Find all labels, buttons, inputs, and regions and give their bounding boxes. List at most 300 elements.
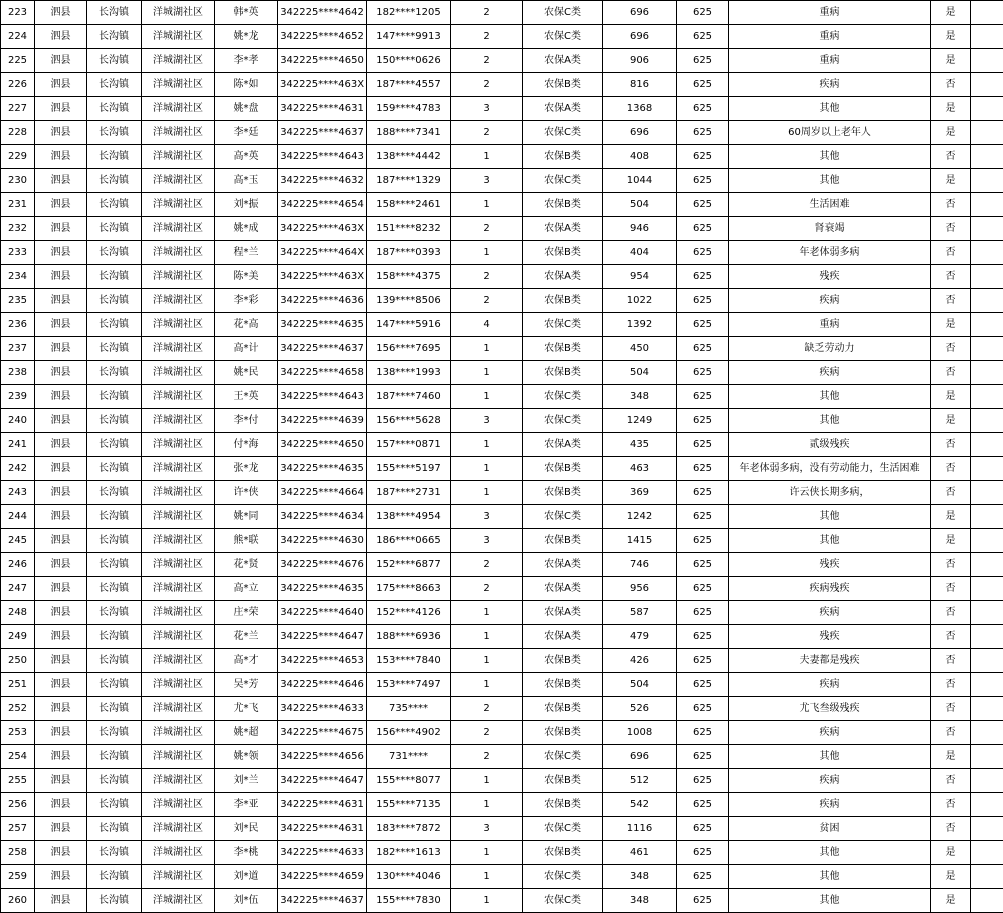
table-row <box>1 97 1003 121</box>
county-cell: 泗县 <box>35 289 87 313</box>
county-cell: 泗县 <box>35 49 87 73</box>
insurance-type-cell: 农保A类 <box>523 553 603 577</box>
community-cell: 洋城湖社区 <box>142 889 215 913</box>
empty-cell <box>971 577 1003 601</box>
household-size-cell: 1 <box>451 625 523 649</box>
county-cell: 泗县 <box>35 889 87 913</box>
row-number-cell: 236 <box>1 313 35 337</box>
table-row <box>1 745 1003 769</box>
empty-cell <box>971 793 1003 817</box>
id-number-cell: 342225****4633 <box>278 841 367 865</box>
amount-cell: 404 <box>603 241 677 265</box>
community-cell: 洋城湖社区 <box>142 673 215 697</box>
standard-cell: 625 <box>677 793 729 817</box>
standard-cell: 625 <box>677 625 729 649</box>
reason-cell: 其他 <box>729 889 931 913</box>
insurance-type-cell: 农保A类 <box>523 217 603 241</box>
community-cell: 洋城湖社区 <box>142 337 215 361</box>
community-cell: 洋城湖社区 <box>142 193 215 217</box>
empty-cell <box>971 481 1003 505</box>
standard-cell: 625 <box>677 649 729 673</box>
community-cell: 洋城湖社区 <box>142 769 215 793</box>
household-size-cell: 2 <box>451 25 523 49</box>
insurance-type-cell: 农保B类 <box>523 73 603 97</box>
table-row <box>1 169 1003 193</box>
reason-cell: 年老体弱多病 <box>729 241 931 265</box>
town-cell: 长沟镇 <box>87 481 142 505</box>
name-cell: 姚*民 <box>215 361 278 385</box>
insurance-type-cell: 农保C类 <box>523 889 603 913</box>
amount-cell: 696 <box>603 1 677 25</box>
town-cell: 长沟镇 <box>87 409 142 433</box>
empty-cell <box>971 145 1003 169</box>
community-cell: 洋城湖社区 <box>142 625 215 649</box>
name-cell: 姚*龙 <box>215 25 278 49</box>
standard-cell: 625 <box>677 1 729 25</box>
amount-cell: 954 <box>603 265 677 289</box>
household-size-cell: 2 <box>451 577 523 601</box>
household-size-cell: 1 <box>451 793 523 817</box>
phone-cell: 156****4902 <box>367 721 451 745</box>
empty-cell <box>971 241 1003 265</box>
amount-cell: 956 <box>603 577 677 601</box>
row-number-cell: 237 <box>1 337 35 361</box>
row-number-cell: 223 <box>1 1 35 25</box>
row-number-cell: 256 <box>1 793 35 817</box>
phone-cell: 158****2461 <box>367 193 451 217</box>
insurance-type-cell: 农保A类 <box>523 625 603 649</box>
county-cell: 泗县 <box>35 313 87 337</box>
reason-cell: 残疾 <box>729 265 931 289</box>
table-row <box>1 505 1003 529</box>
amount-cell: 348 <box>603 889 677 913</box>
standard-cell: 625 <box>677 241 729 265</box>
standard-cell: 625 <box>677 73 729 97</box>
phone-cell: 147****9913 <box>367 25 451 49</box>
row-number-cell: 249 <box>1 625 35 649</box>
insurance-type-cell: 农保C类 <box>523 1 603 25</box>
insurance-type-cell: 农保B类 <box>523 793 603 817</box>
id-number-cell: 342225****4664 <box>278 481 367 505</box>
name-cell: 姚*成 <box>215 217 278 241</box>
town-cell: 长沟镇 <box>87 433 142 457</box>
id-number-cell: 342225****4640 <box>278 601 367 625</box>
county-cell: 泗县 <box>35 673 87 697</box>
county-cell: 泗县 <box>35 649 87 673</box>
flag-cell: 是 <box>931 409 971 433</box>
table-row <box>1 721 1003 745</box>
standard-cell: 625 <box>677 409 729 433</box>
id-number-cell: 342225****464X <box>278 241 367 265</box>
amount-cell: 479 <box>603 625 677 649</box>
town-cell: 长沟镇 <box>87 49 142 73</box>
row-number-cell: 260 <box>1 889 35 913</box>
household-size-cell: 2 <box>451 49 523 73</box>
insurance-type-cell: 农保B类 <box>523 145 603 169</box>
county-cell: 泗县 <box>35 553 87 577</box>
town-cell: 长沟镇 <box>87 649 142 673</box>
town-cell: 长沟镇 <box>87 721 142 745</box>
name-cell: 花*兰 <box>215 625 278 649</box>
standard-cell: 625 <box>677 889 729 913</box>
community-cell: 洋城湖社区 <box>142 745 215 769</box>
empty-cell <box>971 457 1003 481</box>
flag-cell: 否 <box>931 601 971 625</box>
county-cell: 泗县 <box>35 1 87 25</box>
town-cell: 长沟镇 <box>87 241 142 265</box>
table-row <box>1 361 1003 385</box>
reason-cell: 疾病残疾 <box>729 577 931 601</box>
empty-cell <box>971 361 1003 385</box>
county-cell: 泗县 <box>35 457 87 481</box>
standard-cell: 625 <box>677 49 729 73</box>
county-cell: 泗县 <box>35 769 87 793</box>
community-cell: 洋城湖社区 <box>142 241 215 265</box>
household-size-cell: 4 <box>451 313 523 337</box>
reason-cell: 其他 <box>729 145 931 169</box>
flag-cell: 是 <box>931 385 971 409</box>
flag-cell: 是 <box>931 121 971 145</box>
standard-cell: 625 <box>677 841 729 865</box>
standard-cell: 625 <box>677 505 729 529</box>
empty-cell <box>971 73 1003 97</box>
community-cell: 洋城湖社区 <box>142 649 215 673</box>
household-size-cell: 2 <box>451 721 523 745</box>
table-row <box>1 793 1003 817</box>
empty-cell <box>971 865 1003 889</box>
row-number-cell: 225 <box>1 49 35 73</box>
phone-cell: 187****0393 <box>367 241 451 265</box>
standard-cell: 625 <box>677 193 729 217</box>
flag-cell: 否 <box>931 73 971 97</box>
insurance-type-cell: 农保B类 <box>523 649 603 673</box>
town-cell: 长沟镇 <box>87 289 142 313</box>
insurance-type-cell: 农保C类 <box>523 121 603 145</box>
amount-cell: 946 <box>603 217 677 241</box>
phone-cell: 182****1205 <box>367 1 451 25</box>
flag-cell: 是 <box>931 505 971 529</box>
table-row <box>1 673 1003 697</box>
town-cell: 长沟镇 <box>87 505 142 529</box>
flag-cell: 是 <box>931 1 971 25</box>
row-number-cell: 250 <box>1 649 35 673</box>
row-number-cell: 248 <box>1 601 35 625</box>
town-cell: 长沟镇 <box>87 745 142 769</box>
table-row <box>1 193 1003 217</box>
community-cell: 洋城湖社区 <box>142 169 215 193</box>
table-row <box>1 73 1003 97</box>
flag-cell: 否 <box>931 721 971 745</box>
town-cell: 长沟镇 <box>87 577 142 601</box>
phone-cell: 187****4557 <box>367 73 451 97</box>
phone-cell: 155****7135 <box>367 793 451 817</box>
empty-cell <box>971 121 1003 145</box>
row-number-cell: 243 <box>1 481 35 505</box>
empty-cell <box>971 841 1003 865</box>
phone-cell: 155****5197 <box>367 457 451 481</box>
standard-cell: 625 <box>677 481 729 505</box>
household-size-cell: 2 <box>451 1 523 25</box>
amount-cell: 696 <box>603 121 677 145</box>
name-cell: 高*计 <box>215 337 278 361</box>
name-cell: 李*廷 <box>215 121 278 145</box>
name-cell: 花*高 <box>215 313 278 337</box>
household-size-cell: 1 <box>451 361 523 385</box>
flag-cell: 否 <box>931 241 971 265</box>
table-row <box>1 121 1003 145</box>
county-cell: 泗县 <box>35 145 87 169</box>
county-cell: 泗县 <box>35 601 87 625</box>
amount-cell: 512 <box>603 769 677 793</box>
phone-cell: 182****1613 <box>367 841 451 865</box>
id-number-cell: 342225****4652 <box>278 25 367 49</box>
reason-cell: 残疾 <box>729 553 931 577</box>
town-cell: 长沟镇 <box>87 169 142 193</box>
county-cell: 泗县 <box>35 409 87 433</box>
phone-cell: 188****7341 <box>367 121 451 145</box>
id-number-cell: 342225****4631 <box>278 97 367 121</box>
county-cell: 泗县 <box>35 697 87 721</box>
amount-cell: 1022 <box>603 289 677 313</box>
town-cell: 长沟镇 <box>87 193 142 217</box>
town-cell: 长沟镇 <box>87 529 142 553</box>
name-cell: 姚*领 <box>215 745 278 769</box>
flag-cell: 否 <box>931 553 971 577</box>
name-cell: 陈*美 <box>215 265 278 289</box>
table-row <box>1 457 1003 481</box>
county-cell: 泗县 <box>35 361 87 385</box>
amount-cell: 816 <box>603 73 677 97</box>
empty-cell <box>971 409 1003 433</box>
standard-cell: 625 <box>677 121 729 145</box>
insurance-type-cell: 农保C类 <box>523 169 603 193</box>
row-number-cell: 226 <box>1 73 35 97</box>
flag-cell: 否 <box>931 265 971 289</box>
county-cell: 泗县 <box>35 265 87 289</box>
phone-cell: 139****8506 <box>367 289 451 313</box>
table-row <box>1 817 1003 841</box>
reason-cell: 其他 <box>729 841 931 865</box>
empty-cell <box>971 289 1003 313</box>
id-number-cell: 342225****4659 <box>278 865 367 889</box>
community-cell: 洋城湖社区 <box>142 409 215 433</box>
household-size-cell: 3 <box>451 169 523 193</box>
community-cell: 洋城湖社区 <box>142 697 215 721</box>
household-size-cell: 1 <box>451 145 523 169</box>
insurance-type-cell: 农保B类 <box>523 241 603 265</box>
phone-cell: 156****7695 <box>367 337 451 361</box>
flag-cell: 是 <box>931 169 971 193</box>
town-cell: 长沟镇 <box>87 793 142 817</box>
amount-cell: 1249 <box>603 409 677 433</box>
county-cell: 泗县 <box>35 193 87 217</box>
row-number-cell: 234 <box>1 265 35 289</box>
phone-cell: 138****1993 <box>367 361 451 385</box>
town-cell: 长沟镇 <box>87 97 142 121</box>
household-size-cell: 3 <box>451 529 523 553</box>
household-size-cell: 3 <box>451 505 523 529</box>
insurance-type-cell: 农保A类 <box>523 433 603 457</box>
name-cell: 高*才 <box>215 649 278 673</box>
table-row <box>1 265 1003 289</box>
row-number-cell: 233 <box>1 241 35 265</box>
standard-cell: 625 <box>677 433 729 457</box>
phone-cell: 151****8232 <box>367 217 451 241</box>
flag-cell: 否 <box>931 649 971 673</box>
flag-cell: 否 <box>931 193 971 217</box>
phone-cell: 157****0871 <box>367 433 451 457</box>
household-size-cell: 1 <box>451 433 523 457</box>
household-size-cell: 1 <box>451 769 523 793</box>
county-cell: 泗县 <box>35 577 87 601</box>
community-cell: 洋城湖社区 <box>142 577 215 601</box>
name-cell: 李*付 <box>215 409 278 433</box>
id-number-cell: 342225****4676 <box>278 553 367 577</box>
community-cell: 洋城湖社区 <box>142 97 215 121</box>
id-number-cell: 342225****463X <box>278 217 367 241</box>
reason-cell: 其他 <box>729 745 931 769</box>
phone-cell: 186****0665 <box>367 529 451 553</box>
id-number-cell: 342225****4639 <box>278 409 367 433</box>
table-row <box>1 1 1003 25</box>
id-number-cell: 342225****4637 <box>278 121 367 145</box>
flag-cell: 否 <box>931 769 971 793</box>
reason-cell: 疾病 <box>729 289 931 313</box>
row-number-cell: 232 <box>1 217 35 241</box>
row-number-cell: 227 <box>1 97 35 121</box>
table-row <box>1 313 1003 337</box>
name-cell: 花*贤 <box>215 553 278 577</box>
flag-cell: 是 <box>931 97 971 121</box>
household-size-cell: 1 <box>451 337 523 361</box>
reason-cell: 其他 <box>729 529 931 553</box>
flag-cell: 是 <box>931 889 971 913</box>
empty-cell <box>971 697 1003 721</box>
id-number-cell: 342225****4675 <box>278 721 367 745</box>
reason-cell: 疾病 <box>729 601 931 625</box>
empty-cell <box>971 313 1003 337</box>
county-cell: 泗县 <box>35 793 87 817</box>
reason-cell: 疾病 <box>729 673 931 697</box>
phone-cell: 187****1329 <box>367 169 451 193</box>
insurance-type-cell: 农保B类 <box>523 457 603 481</box>
amount-cell: 369 <box>603 481 677 505</box>
amount-cell: 435 <box>603 433 677 457</box>
reason-cell: 其他 <box>729 409 931 433</box>
phone-cell: 150****0626 <box>367 49 451 73</box>
county-cell: 泗县 <box>35 433 87 457</box>
household-size-cell: 1 <box>451 649 523 673</box>
reason-cell: 其他 <box>729 97 931 121</box>
name-cell: 陈*如 <box>215 73 278 97</box>
amount-cell: 906 <box>603 49 677 73</box>
id-number-cell: 342225****4636 <box>278 289 367 313</box>
flag-cell: 否 <box>931 145 971 169</box>
name-cell: 庄*荣 <box>215 601 278 625</box>
flag-cell: 是 <box>931 745 971 769</box>
table-row <box>1 409 1003 433</box>
table-row <box>1 337 1003 361</box>
row-number-cell: 224 <box>1 25 35 49</box>
row-number-cell: 259 <box>1 865 35 889</box>
name-cell: 程*兰 <box>215 241 278 265</box>
phone-cell: 153****7497 <box>367 673 451 697</box>
insurance-type-cell: 农保B类 <box>523 673 603 697</box>
id-number-cell: 342225****4637 <box>278 889 367 913</box>
amount-cell: 587 <box>603 601 677 625</box>
town-cell: 长沟镇 <box>87 145 142 169</box>
insurance-type-cell: 农保C类 <box>523 385 603 409</box>
town-cell: 长沟镇 <box>87 601 142 625</box>
name-cell: 刘*伍 <box>215 889 278 913</box>
amount-cell: 526 <box>603 697 677 721</box>
phone-cell: 152****6877 <box>367 553 451 577</box>
insurance-type-cell: 农保B类 <box>523 841 603 865</box>
name-cell: 姚*同 <box>215 505 278 529</box>
amount-cell: 1008 <box>603 721 677 745</box>
insurance-type-cell: 农保A类 <box>523 601 603 625</box>
community-cell: 洋城湖社区 <box>142 601 215 625</box>
row-number-cell: 241 <box>1 433 35 457</box>
town-cell: 长沟镇 <box>87 553 142 577</box>
standard-cell: 625 <box>677 553 729 577</box>
table-row <box>1 289 1003 313</box>
flag-cell: 否 <box>931 817 971 841</box>
community-cell: 洋城湖社区 <box>142 217 215 241</box>
reason-cell: 60周岁以上老年人 <box>729 121 931 145</box>
table-row <box>1 577 1003 601</box>
reason-cell: 其他 <box>729 385 931 409</box>
standard-cell: 625 <box>677 457 729 481</box>
community-cell: 洋城湖社区 <box>142 361 215 385</box>
insurance-type-cell: 农保B类 <box>523 361 603 385</box>
id-number-cell: 342225****4653 <box>278 649 367 673</box>
standard-cell: 625 <box>677 601 729 625</box>
table-row <box>1 697 1003 721</box>
community-cell: 洋城湖社区 <box>142 265 215 289</box>
id-number-cell: 342225****4642 <box>278 1 367 25</box>
county-cell: 泗县 <box>35 121 87 145</box>
town-cell: 长沟镇 <box>87 673 142 697</box>
insurance-type-cell: 农保C类 <box>523 865 603 889</box>
community-cell: 洋城湖社区 <box>142 289 215 313</box>
id-number-cell: 342225****4637 <box>278 337 367 361</box>
standard-cell: 625 <box>677 169 729 193</box>
row-number-cell: 238 <box>1 361 35 385</box>
empty-cell <box>971 505 1003 529</box>
id-number-cell: 342225****4631 <box>278 793 367 817</box>
name-cell: 李*孝 <box>215 49 278 73</box>
row-number-cell: 230 <box>1 169 35 193</box>
row-number-cell: 246 <box>1 553 35 577</box>
insurance-type-cell: 农保B类 <box>523 481 603 505</box>
id-number-cell: 342225****463X <box>278 265 367 289</box>
table-row <box>1 865 1003 889</box>
reason-cell: 疾病 <box>729 361 931 385</box>
household-size-cell: 2 <box>451 265 523 289</box>
reason-cell: 夫妻都是残疾 <box>729 649 931 673</box>
county-cell: 泗县 <box>35 97 87 121</box>
phone-cell: 138****4954 <box>367 505 451 529</box>
id-number-cell: 342225****4646 <box>278 673 367 697</box>
phone-cell: 188****6936 <box>367 625 451 649</box>
empty-cell <box>971 385 1003 409</box>
household-size-cell: 1 <box>451 601 523 625</box>
amount-cell: 348 <box>603 865 677 889</box>
row-number-cell: 258 <box>1 841 35 865</box>
reason-cell: 重病 <box>729 1 931 25</box>
name-cell: 尤*飞 <box>215 697 278 721</box>
